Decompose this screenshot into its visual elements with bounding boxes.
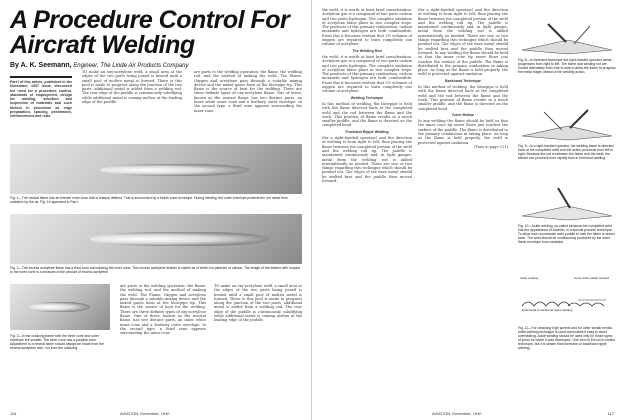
fig-2-caption: Fig. 2—The excess acetylene flame has a third zone surrounding the inner cone. This excess acetylene feather is visible as of white-hot particles of carbon. The length of the feather with respect to the inner cone is a measure of the amount of excess acetylene. [10, 266, 301, 274]
byline-role: Engineer, [73, 63, 99, 69]
fig-11-diagram [518, 276, 616, 322]
fig-3-caption: Fig. 3—In the oxidizing flame both the inner cone and outer envelope are smaller. The inner cone has a purplish color. Adjustment to a neutral flame should always be made from the excess acetylene side, not from the oxidizing. [10, 334, 104, 350]
fig-9-diagram [518, 106, 616, 142]
fig-10-diagram [518, 186, 616, 222]
body-column-3: are parts to the welding operation: the flame, the welding rod, and the method of making the weld. The Flame: Oxygen and acetylene pass through a suitable mixing device and the mixed gases burn at the blowpipe tip. This flame is the source of heat for the welding. There are three definite types of oxy-acetylene flame. One of these, known as the neutral flame, has two distinct parts, an inner white inner cone and a feathery outer envelope. In the second type, a third zone appears surrounding the inner cone. [120, 284, 206, 336]
right-column-2-text: (for a right-handed operator) and the direction of welding is from right to left, thus placing the flame between the completed portion of the weld and the welding rod tip. The puddle is maintained continuously and, in light gauges, metal from the welding rod is added intermittently as needed. There are one or two things regarding this technique which should be pointed out. The edges of the base metal should be melted first and the puddle then moved forward. [418, 8, 508, 55]
fig-2-photo [10, 214, 302, 264]
fig-8-caption: Fig. 8—In forehand technique the right-handed operator welds progresses from right to left. The flame and welding rod are moved alternately from side to side to allow the flame to progress the metal edges ahead of the welding action. [518, 58, 616, 74]
fig-9-caption: Fig. 9—In a right-handed operator, the welding flame is directed back at the completed weld and the action proceeds from left to right. Because the rod is between the flame and the weld, the welder can proceed more rapidly than in forehand welding. [518, 144, 614, 160]
fig-3-photo [10, 284, 110, 330]
byline-org: The Linde Air Products Company [100, 63, 189, 69]
fig-11-caption: Fig. 11—For obtaining high speeds and for other similar media, ackle-welding technique is used and makes it easy to avoid overheating. Ackle welding should be used only for those types of joints for which it was developed. One form is the torch-motion technique, but it is slower than forehand or backhand ripple welding. [518, 326, 616, 350]
byline [10, 62, 301, 69]
heading-backhand: Backhand Technique [445, 78, 481, 83]
intro-text: Part I of this article, published in the November, 1937 issue, discussed the need for a procedure control, standards of employment, design for welding, selection and inspection of materials and such factors in procedure as edge preparation, spacing, penetration, reinforcement and rods. [10, 80, 72, 119]
article-title: A Procedure Control For Aircraft Welding [10, 6, 290, 59]
heading-welding-rod: The Welding Rod [352, 48, 382, 53]
fig-1-caption: Fig. 1—The neutral flame has an intense inner cone that is sharply defined. This is surrounded by a bluish outer envelope. During welding, the outer envelope protects the hot metal from oxidation by the air. Fig. 14 appeared in Part I. [10, 196, 288, 204]
right-column-1-text: the weld, it is worth at least brief consideration. Acetylene gas is a compound of two parts carbon and two parts hydrogen. The complete oxidation of acetylene takes place in two complex steps. The products of this primary combustion, carbon monoxide and hydrogen are both combustible. From this it becomes evident that 2½ volumes of oxygen are required to burn completely one volume of acetylene. [322, 8, 412, 47]
right-footer-publication: AVIATION, December, 1940 [432, 411, 482, 416]
body-column-2: are parts to the welding operation: the flame, the welding rod, and the method of making the weld. The Flame: Oxygen and acetylene pass through a suitable mixing device and the mixed gases burn at the blowpipe tip. This flame is the source of heat for the welding. There are three definite types of oxy-acetylene flame. One of these, known as the neutral flame, has two distinct parts, an inner white inner cone and a feathery outer envelope. In the second type, a third zone appears surrounding the inner cone. [194, 70, 302, 113]
body-column-4: TO make an oxy-acetylene weld, a small area at the edges of the two parts being joined is heated until a small pool of molten metal is formed. There is this pool is made to progress along the junction of the two parts, additional metal is added from a welding rod. The rear edge of the puddle is continuously solidifying while additional metal is coming molten at the leading edge of the puddle. [214, 284, 302, 323]
intro-column [10, 70, 72, 119]
left-page-number: 116 [10, 411, 17, 416]
right-page-number: 117 [607, 411, 614, 416]
fig-1-photo [10, 144, 302, 194]
fig-8-diagram [518, 20, 616, 56]
heading-welding-technique: Welding Technique [350, 95, 384, 100]
fig-11-label-direction: Directional in backhand ripple welding [522, 308, 573, 312]
fig-10-caption: Fig. 10—Ackle welding, so-called because the completed weld has the appearance of Ackerlin, is a special process technique. To allow each successive weld puddle to melt the flame is drawn back. The weld should be continuously protected by the outer flame envelope from oxidation. [518, 224, 615, 244]
body-column-1: TO make an oxy-acetylene weld, a small area at the edges of the two parts being joined is heated until a small pool of molten metal is formed. There is this pool is made to progress along the junction of the two parts, additional metal is added from a welding rod. The rear edge of the puddle is continuously solidifying while additional metal is coming molten at the leading edge of the puddle. [82, 70, 182, 105]
fig-11-label-ackle: Ackle welding [520, 276, 539, 280]
right-page [312, 0, 624, 420]
heading-forehand: Forehand Ripple Welding [345, 129, 389, 134]
heading-torch-motion: Torch Motion [451, 112, 475, 117]
byline-author: By A. K. Seemann, [10, 62, 72, 69]
right-column-2: (for a right-handed operator) and the direction of welding is from right to left, thus placing the flame between the completed portion of the weld and the welding rod tip. The puddle is maintained continuously and, in light gauges, metal from the welding rod is added intermittently as needed. There are one or two things regarding this technique which should be pointed out. The edges of the base metal should be melted first and the puddle then moved forward. In any welding the flame should be held so that the inner cone tip never flows just touches the surface of the puddle. The flame is distributed to the primary combustion in taking place. As long as the flame is held properly, the weld is protected against oxidation. Backhand Technique In this method of welding, the blowpipe is held with the flame directed back at the completed weld and the rod between the flame and the work. This position of flame results in a much smaller puddle, and the flame is directed on the completed bead. Torch Motion In any welding the flame should be held so that the inner cone tip never flows just touches the surface of the puddle. The flame is distributed to the primary combustion in taking place. As long as the flame is held properly, the weld is protected against oxidation. (Turn to page 121) [418, 8, 508, 149]
turn-page-note: (Turn to page 121) [473, 144, 508, 149]
fig-11-label-carry: Carry weld puddle forward [574, 276, 610, 280]
left-footer-publication: AVIATION, December, 1940 [120, 411, 170, 416]
right-column-1: the weld, it is worth at least brief consideration. Acetylene gas is a compound of two parts carbon and two parts hydrogen. The complete oxidation of acetylene takes place in two complex steps. The products of this primary combustion, carbon monoxide and hydrogen are both combustible. From this it becomes evident that 2½ volumes of oxygen are required to burn completely one volume of acetylene. The Welding Rod the weld, it is worth at least brief consideration. Acetylene gas is a compound of two parts carbon and two parts hydrogen. The complete oxidation of acetylene takes place in two complex steps. The products of this primary combustion, carbon monoxide and hydrogen are both combustible. From this it becomes evident that 2½ volumes of oxygen are required to burn completely one volume of acetylene. Welding Technique In this method of welding, the blowpipe is held with the flame directed back at the completed weld and the rod between the flame and the work. This position of flame results in a much smaller puddle, and the flame is directed on the completed bead. Forehand Ripple Welding (for a right-handed operator) and the direction of welding is from right to left, thus placing the flame between the completed portion of the weld and the welding rod tip. The puddle is maintained continuously and, in light gauges, metal from the welding rod is added intermittently as needed. There are one or two things regarding this technique which should be pointed out. The edges of the base metal should be melted first and the puddle then moved forward. [322, 8, 412, 183]
